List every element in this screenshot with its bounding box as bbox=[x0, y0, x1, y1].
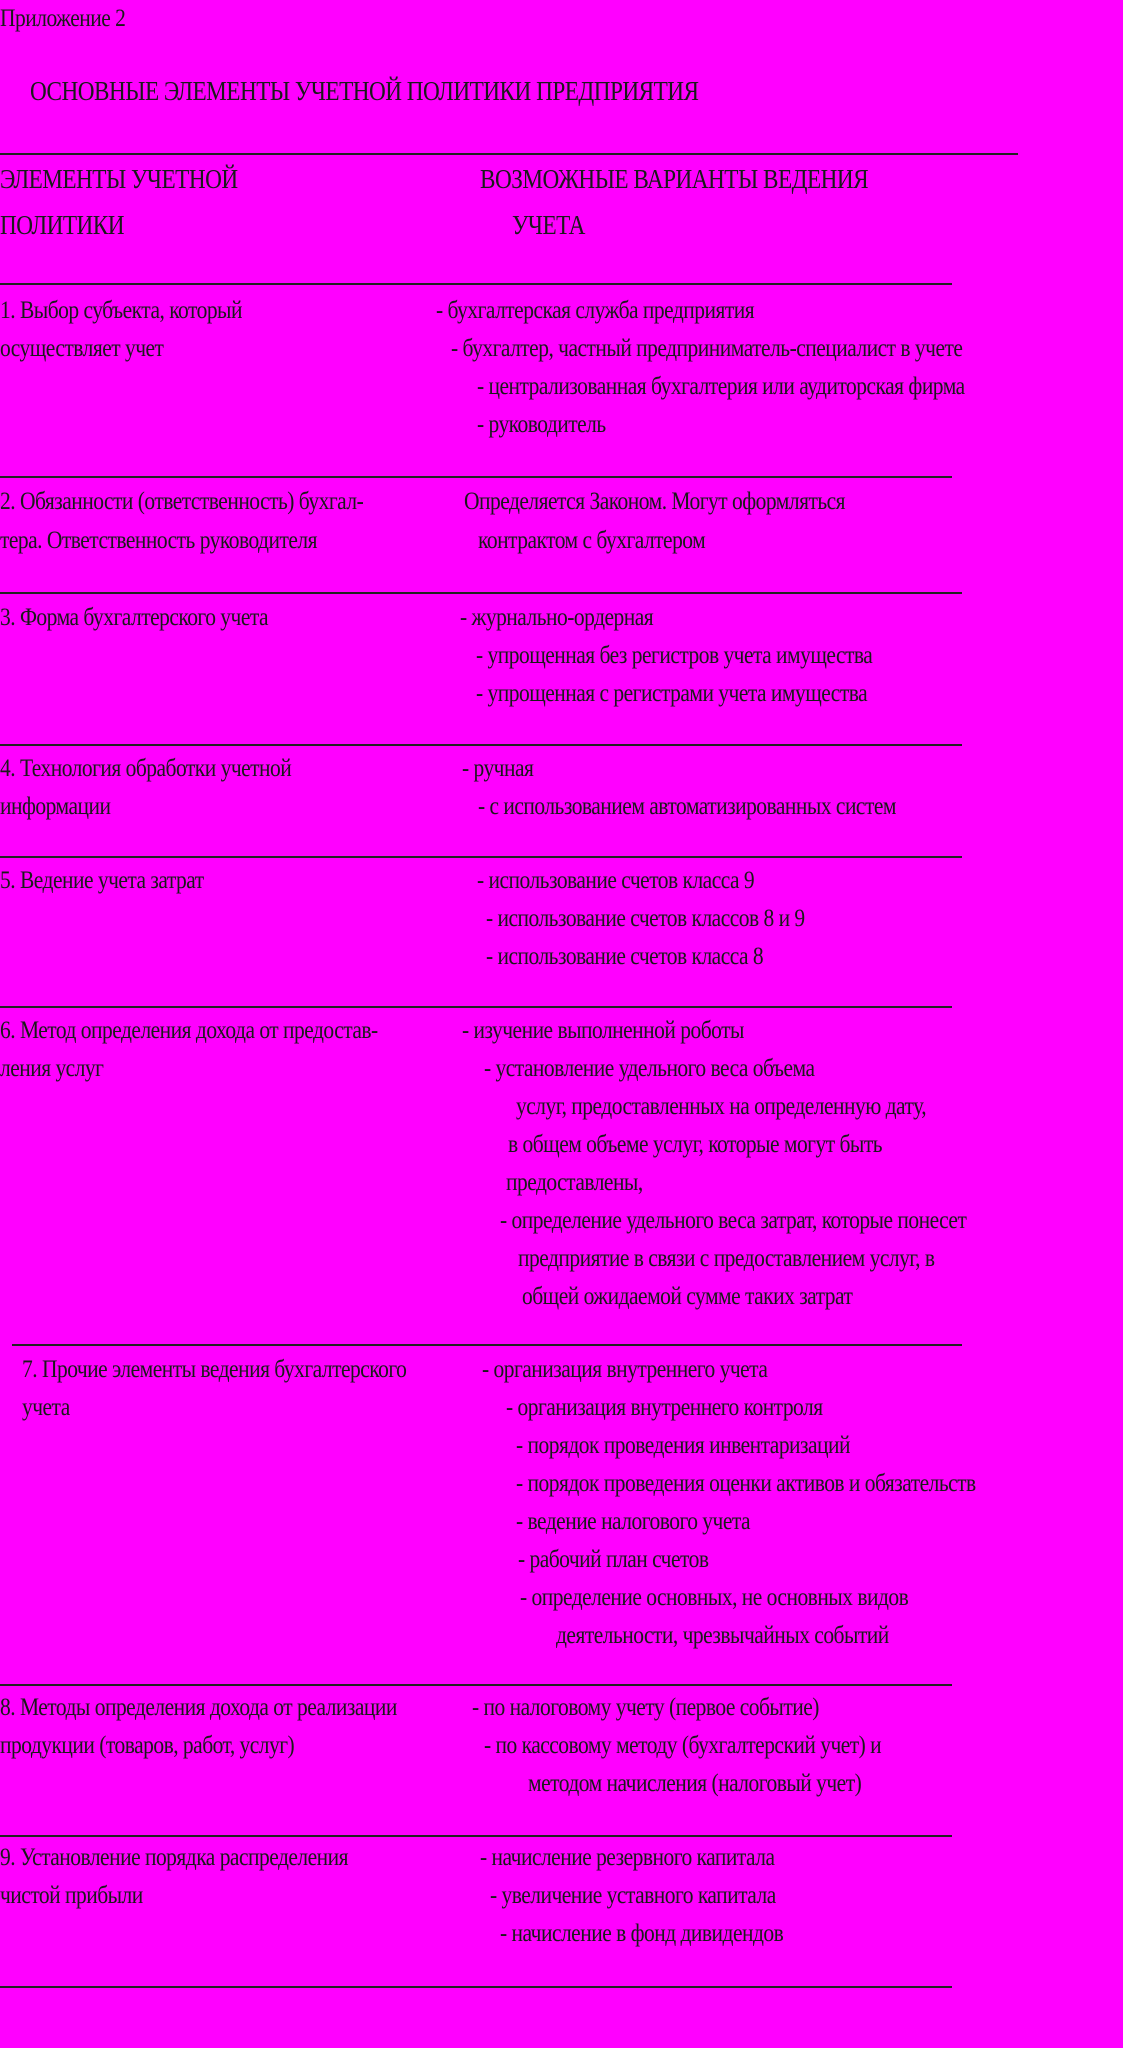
header-right-line-2: УЧЕТА bbox=[512, 210, 585, 240]
row-6-left-line-1: 6. Метод определения дохода от предостав- bbox=[0, 1017, 378, 1044]
row-4-rule bbox=[0, 856, 962, 858]
row-7-left-line-1: 7. Прочие элементы ведения бухгалтерского bbox=[22, 1356, 407, 1383]
row-8-right-line-1: - по налоговому учету (первое событие) bbox=[472, 1694, 819, 1721]
row-5-left-line-1: 5. Ведение учета затрат bbox=[0, 867, 204, 894]
row-6-right-line-3: услуг, предоставленных на определенную дату, bbox=[516, 1093, 927, 1120]
appendix-label: Приложение 2 bbox=[0, 5, 126, 32]
row-4-right-line-1: - ручная bbox=[462, 755, 534, 782]
row-9-rule bbox=[0, 1986, 952, 1988]
row-2-right-line-1: Определяется Законом. Могут оформляться bbox=[464, 488, 846, 515]
row-6-left-line-2: ления услуг bbox=[0, 1055, 104, 1082]
row-2-left-line-1: 2. Обязанности (ответственность) бухгал- bbox=[0, 488, 364, 515]
row-6-right-line-8: общей ожидаемой сумме таких затрат bbox=[522, 1283, 853, 1310]
row-1-left-line-2: осуществляет учет bbox=[0, 335, 164, 362]
row-6-rule bbox=[12, 1344, 962, 1346]
row-3-right-line-3: - упрощенная с регистрами учета имущества bbox=[476, 680, 868, 707]
row-4-left-line-2: информации bbox=[0, 793, 111, 820]
row-7-right-line-7: - определение основных, не основных видов bbox=[520, 1584, 909, 1611]
row-9-left-line-2: чистой прибыли bbox=[0, 1882, 143, 1909]
row-8-rule bbox=[0, 1835, 952, 1837]
row-7-right-line-4: - порядок проведения оценки активов и обязательств bbox=[516, 1470, 976, 1497]
document-title: ОСНОВНЫЕ ЭЛЕМЕНТЫ УЧЕТНОЙ ПОЛИТИКИ ПРЕДПРИЯТИЯ bbox=[30, 76, 699, 106]
row-5-right-line-1: - использование счетов класса 9 bbox=[477, 867, 755, 894]
row-5-right-line-3: - использование счетов класса 8 bbox=[486, 943, 764, 970]
row-3-rule bbox=[0, 744, 962, 746]
header-left-line-2: ПОЛИТИКИ bbox=[0, 210, 124, 240]
row-8-left-line-2: продукции (товаров, работ, услуг) bbox=[0, 1732, 295, 1759]
row-3-right-line-2: - упрощенная без регистров учета имущества bbox=[476, 642, 873, 669]
row-7-right-line-8: деятельности, чрезвычайных событий bbox=[556, 1622, 889, 1649]
row-4-right-line-2: - с использованием автоматизированных систем bbox=[478, 793, 896, 820]
row-3-right-line-1: - журнально-ордерная bbox=[460, 604, 654, 631]
row-1-right-line-2: - бухгалтер, частный предприниматель-специалист в учете bbox=[451, 335, 963, 362]
row-1-left-line-1: 1. Выбор субъекта, который bbox=[0, 297, 242, 324]
row-7-right-line-3: - порядок проведения инвентаризаций bbox=[516, 1432, 851, 1459]
row-9-left-line-1: 9. Установление порядка распределения bbox=[0, 1844, 349, 1871]
header-left-line-1: ЭЛЕМЕНТЫ УЧЕТНОЙ bbox=[0, 164, 238, 194]
row-6-right-line-7: предприятие в связи с предоставлением услуг, в bbox=[518, 1245, 935, 1272]
header-right-line-1: ВОЗМОЖНЫЕ ВАРИАНТЫ ВЕДЕНИЯ bbox=[480, 164, 869, 194]
row-7-right-line-5: - ведение налогового учета bbox=[516, 1508, 751, 1535]
row-1-right-line-3: - централизованная бухгалтерия или аудиторская фирма bbox=[477, 373, 965, 400]
row-2-right-line-2: контрактом с бухгалтером bbox=[478, 527, 706, 554]
header-rule bbox=[0, 283, 952, 285]
row-8-right-line-3: методом начисления (налоговый учет) bbox=[528, 1770, 862, 1797]
row-1-right-line-1: - бухгалтерская служба предприятия bbox=[436, 297, 755, 324]
row-3-left-line-1: 3. Форма бухгалтерского учета bbox=[0, 604, 269, 631]
row-9-right-line-2: - увеличение уставного капитала bbox=[490, 1882, 776, 1909]
row-6-right-line-2: - установление удельного веса объема bbox=[484, 1055, 815, 1082]
row-7-rule bbox=[0, 1684, 952, 1686]
row-7-left-line-2: учета bbox=[22, 1394, 70, 1421]
row-2-rule bbox=[0, 592, 962, 594]
row-6-right-line-5: предоставлены, bbox=[506, 1169, 643, 1196]
row-9-right-line-1: - начисление резервного капитала bbox=[480, 1844, 775, 1871]
row-6-right-line-1: - изучение выполненной роботы bbox=[462, 1017, 744, 1044]
row-5-rule bbox=[0, 1006, 952, 1008]
row-6-right-line-6: - определение удельного веса затрат, которые понесет bbox=[500, 1207, 967, 1234]
row-6-right-line-4: в общем объеме услуг, которые могут быть bbox=[508, 1131, 882, 1158]
row-7-right-line-2: - организация внутреннего контроля bbox=[506, 1394, 823, 1421]
title-rule bbox=[0, 153, 1018, 155]
row-8-left-line-1: 8. Методы определения дохода от реализации bbox=[0, 1694, 397, 1721]
row-7-right-line-6: - рабочий план счетов bbox=[518, 1546, 709, 1573]
row-5-right-line-2: - использование счетов классов 8 и 9 bbox=[486, 905, 805, 932]
row-1-right-line-4: - руководитель bbox=[477, 411, 606, 438]
row-9-right-line-3: - начисление в фонд дивидендов bbox=[500, 1920, 784, 1947]
row-7-right-line-1: - организация внутреннего учета bbox=[482, 1356, 768, 1383]
row-8-right-line-2: - по кассовому методу (бухгалтерский учет) и bbox=[484, 1732, 882, 1759]
row-1-rule bbox=[0, 476, 952, 478]
row-2-left-line-2: тера. Ответственность руководителя bbox=[0, 527, 317, 554]
row-4-left-line-1: 4. Технология обработки учетной bbox=[0, 755, 292, 782]
